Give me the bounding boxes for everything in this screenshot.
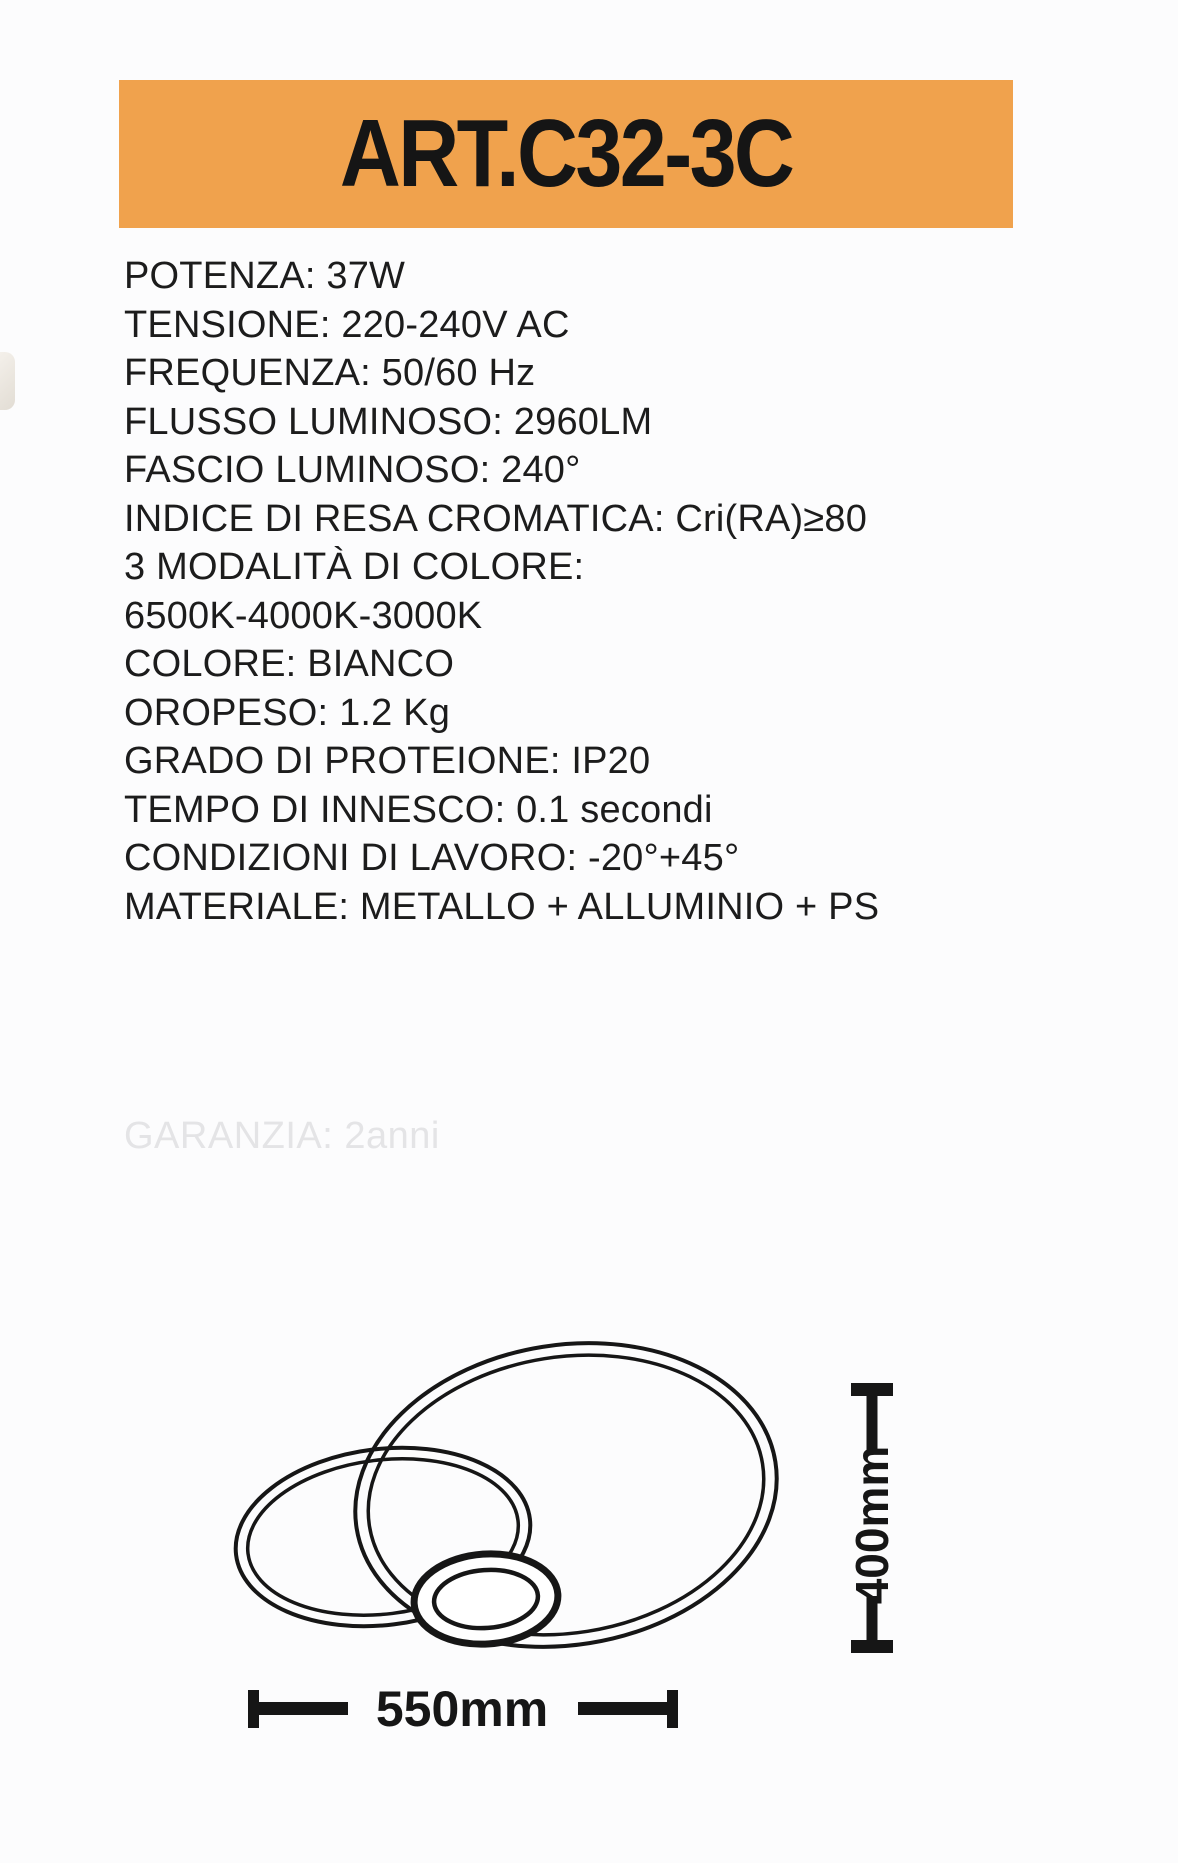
- spec-line-materiale: MATERIALE: METALLO + ALLUMINIO + PS: [124, 885, 880, 928]
- spec-line-tempo-innesco: TEMPO DI INNESCO: 0.1 secondi: [124, 788, 713, 831]
- width-dim-bar-right: [578, 1702, 674, 1715]
- spec-list: [124, 252, 1104, 931]
- spec-line-peso: OROPESO: 1.2 Kg: [124, 691, 451, 734]
- width-dimension: [248, 1681, 678, 1737]
- spec-line-colore: COLORE: BIANCO: [124, 643, 455, 685]
- height-dim-label: 400mm: [846, 1445, 898, 1605]
- height-dimension: [842, 1383, 902, 1653]
- width-dim-bar-left: [252, 1702, 348, 1715]
- spec-line-fascio-luminoso: FASCIO LUMINOSO: 240°: [124, 449, 581, 491]
- ghost-text-garanzia: GARANZIA: 2anni: [124, 1115, 440, 1157]
- spec-line-indice-resa-cromatica: INDICE DI RESA CROMATICA: Cri(RA)≥80: [124, 497, 868, 540]
- product-code: ART.C32-3C: [339, 100, 793, 207]
- spec-line-grado-protezione: GRADO DI PROTEIONE: IP20: [124, 740, 651, 782]
- width-dim-label: 550mm: [375, 1681, 549, 1737]
- product-code-banner: [119, 80, 1013, 228]
- spec-line-temperature-colore: 6500K-4000K-3000K: [124, 594, 483, 637]
- spec-line-frequenza: FREQUENZA: 50/60 Hz: [124, 352, 536, 394]
- spec-line-modalita-colore: 3 MODALITÀ DI COLORE:: [124, 546, 585, 588]
- width-dim-tick-right: [667, 1690, 678, 1728]
- spec-line-tensione: TENSIONE: 220-240V AC: [124, 303, 570, 346]
- spec-line-potenza: POTENZA: 37W: [124, 255, 406, 297]
- spec-line-flusso-luminoso: FLUSSO LUMINOSO: 2960LM: [124, 400, 653, 443]
- scan-edge-artifact: [0, 352, 15, 410]
- spec-line-condizioni-lavoro: CONDIZIONI DI LAVORO: -20°+45°: [124, 837, 740, 879]
- height-dim-cap-top: [851, 1383, 893, 1396]
- height-dim-cap-bottom: [851, 1640, 893, 1653]
- product-dimension-figure: [0, 1330, 1178, 1770]
